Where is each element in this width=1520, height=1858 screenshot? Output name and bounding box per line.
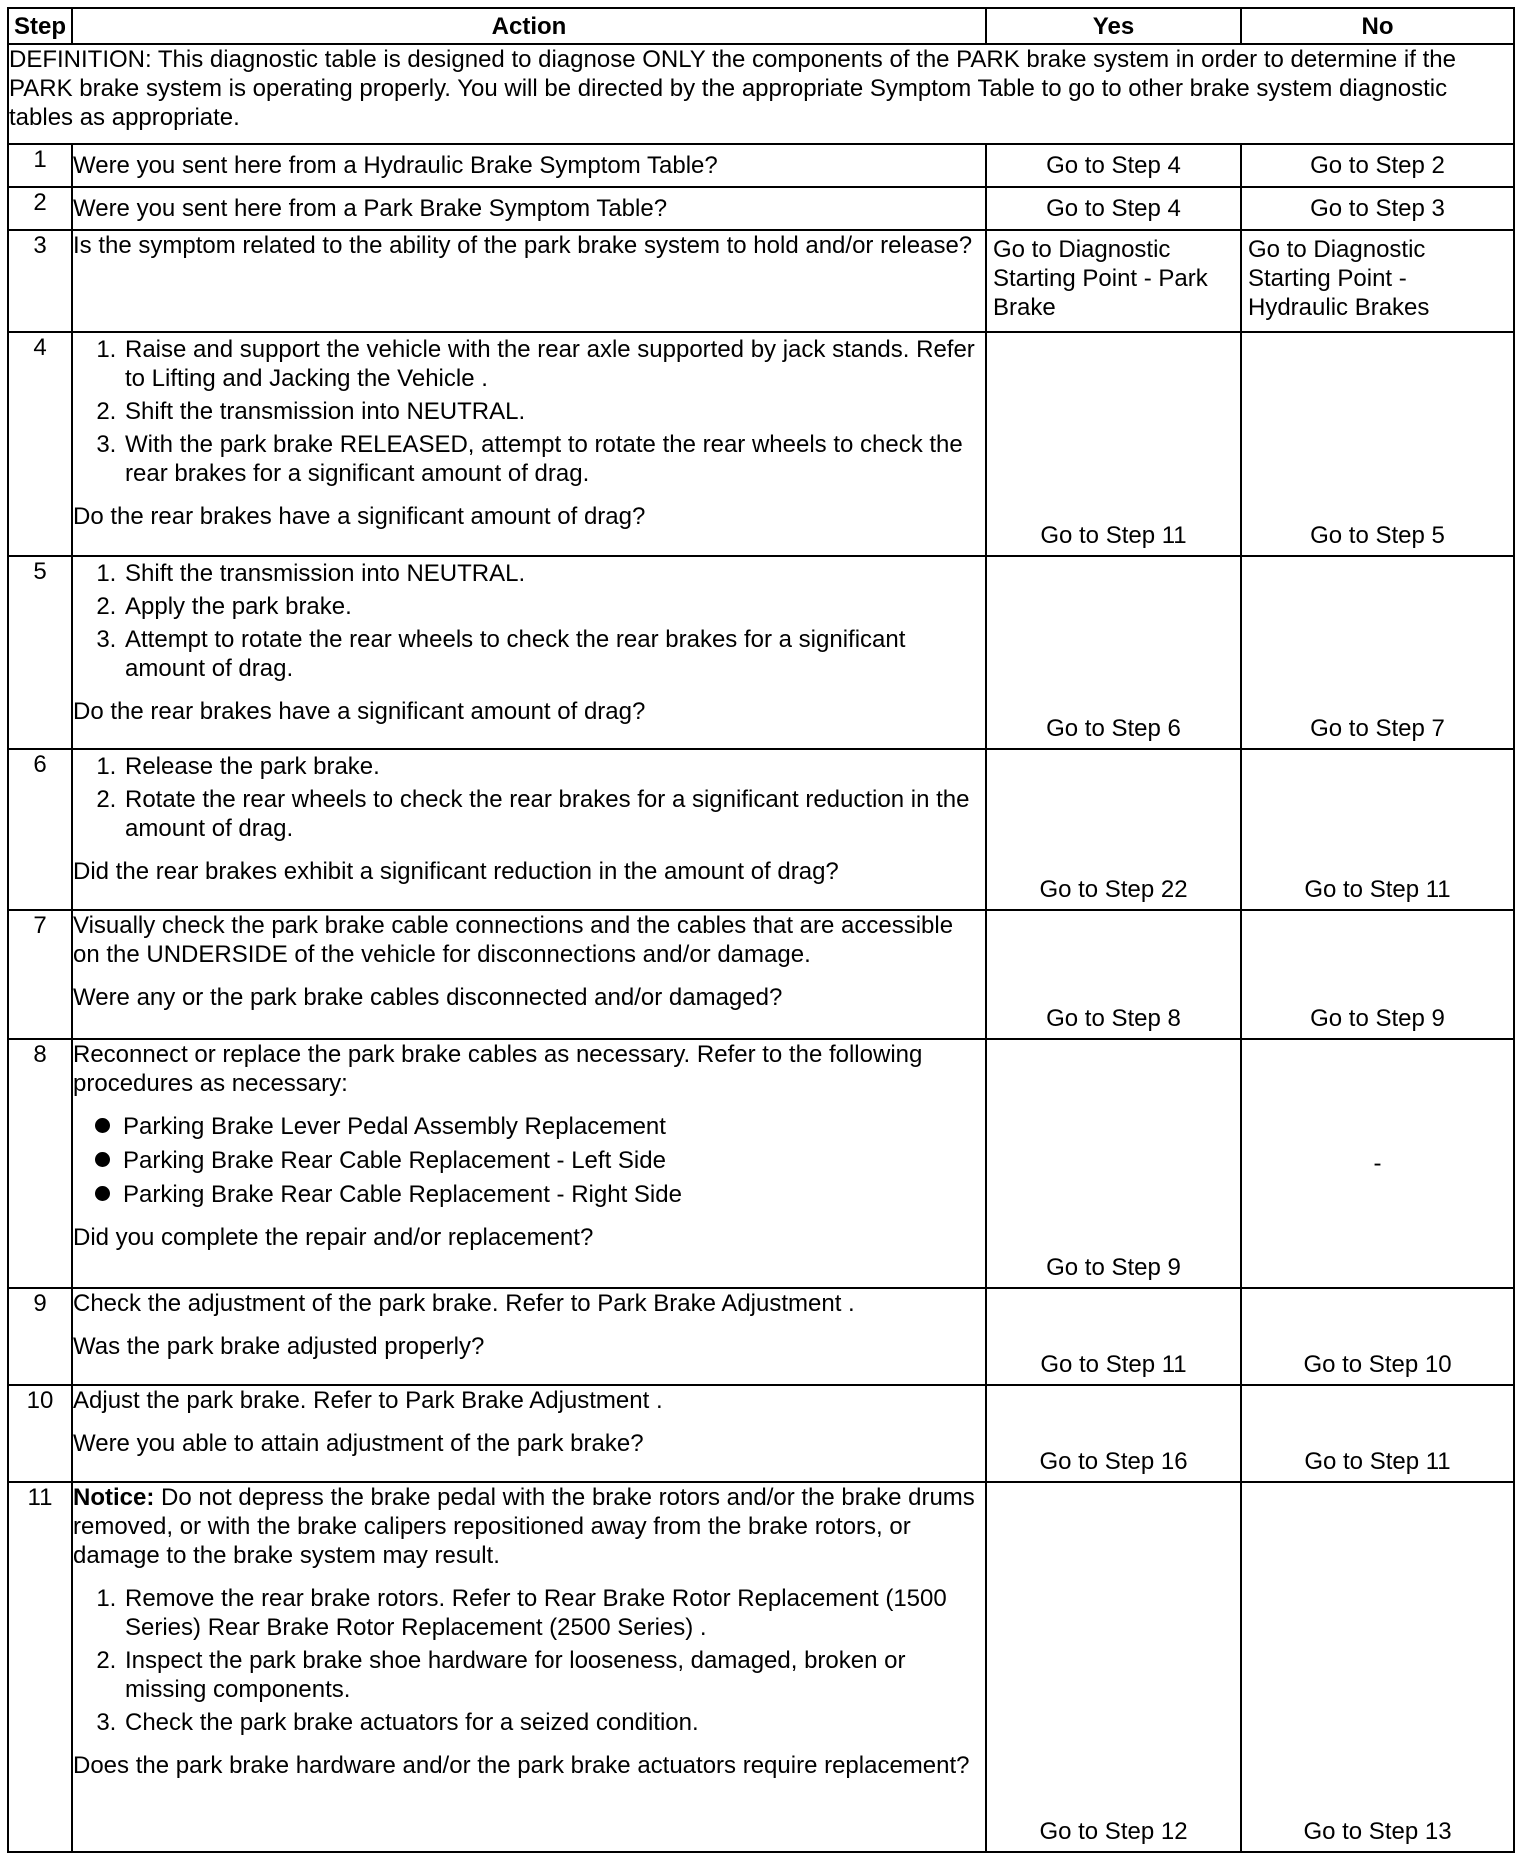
- action-question: Do the rear brakes have a significant amount of drag?: [73, 503, 646, 530]
- step-number: 2: [8, 187, 72, 230]
- no-result: Go to Step 11: [1241, 749, 1514, 910]
- table-row: [8, 187, 1514, 230]
- action-question: Does the park brake hardware and/or the park brake actuators require replacement?: [73, 1752, 970, 1779]
- procedure-item: 1. Raise and support the vehicle with the rear axle supported by jack stands. Refer to Lifting and Jacking the Vehicle .: [123, 335, 985, 393]
- step-number: 4: [8, 332, 72, 556]
- action-question: Were you able to attain adjustment of the park brake?: [73, 1430, 644, 1457]
- action-question: Were any or the park brake cables disconnected and/or damaged?: [73, 984, 783, 1011]
- yes-result: Go to Step 4: [986, 144, 1241, 187]
- no-result: Go to Step 13: [1241, 1482, 1514, 1852]
- step-number: 1: [8, 144, 72, 187]
- step-number: 9: [8, 1288, 72, 1385]
- definition-row: [8, 44, 1514, 144]
- bullet-text: Parking Brake Rear Cable Replacement - Right Side: [123, 1181, 682, 1208]
- action-cell: [72, 1039, 986, 1288]
- step-number: 8: [8, 1039, 72, 1288]
- yes-result: Go to Step 12: [986, 1482, 1241, 1852]
- action-text: Visually check the park brake cable connections and the cables that are accessible on the UNDERSIDE of the vehicle for disconnections and/or damage.: [73, 912, 954, 968]
- bullet-text: Parking Brake Rear Cable Replacement - Left Side: [123, 1147, 666, 1174]
- table-row: [8, 1288, 1514, 1385]
- procedure-list: [73, 335, 985, 488]
- step-number: 3: [8, 230, 72, 332]
- action-question: Was the park brake adjusted properly?: [73, 1333, 485, 1360]
- action-cell: [72, 1385, 986, 1482]
- table-row: [8, 1039, 1514, 1288]
- step-number: 7: [8, 910, 72, 1039]
- no-result: Go to Diagnostic Starting Point - Hydraulic Brakes: [1241, 230, 1514, 332]
- action-cell: [72, 332, 986, 556]
- yes-result: Go to Step 11: [986, 1288, 1241, 1385]
- header-row: [8, 8, 1514, 44]
- yes-result: Go to Step 22: [986, 749, 1241, 910]
- bullet-item: [123, 1180, 985, 1209]
- procedure-item: 3. Attempt to rotate the rear wheels to check the rear brakes for a significant amount of drag.: [123, 625, 985, 683]
- header-yes: Yes: [986, 8, 1241, 44]
- procedure-item: 2. Rotate the rear wheels to check the rear brakes for a significant reduction in the amount of drag.: [123, 785, 985, 843]
- action-question: Do the rear brakes have a significant amount of drag?: [73, 698, 646, 725]
- action-question: Were you sent here from a Hydraulic Brake Symptom Table?: [72, 144, 986, 187]
- yes-result: Go to Step 16: [986, 1385, 1241, 1482]
- table-row: [8, 1385, 1514, 1482]
- procedure-item: 2. Apply the park brake.: [123, 592, 985, 621]
- table-row: [8, 749, 1514, 910]
- yes-result: Go to Step 11: [986, 332, 1241, 556]
- no-result: Go to Step 3: [1241, 187, 1514, 230]
- notice-label: Notice:: [73, 1484, 155, 1511]
- no-result: Go to Step 5: [1241, 332, 1514, 556]
- procedure-item: 1. Remove the rear brake rotors. Refer to Rear Brake Rotor Replacement (1500 Series) Rear Brake Rotor Replacement (2500 Series) .: [123, 1584, 985, 1642]
- table-row: [8, 910, 1514, 1039]
- bullet-icon: [95, 1186, 110, 1201]
- action-text: Check the adjustment of the park brake. Refer to Park Brake Adjustment .: [73, 1290, 855, 1317]
- header-no: No: [1241, 8, 1514, 44]
- no-result: Go to Step 10: [1241, 1288, 1514, 1385]
- action-question: Were you sent here from a Park Brake Symptom Table?: [72, 187, 986, 230]
- action-text: Reconnect or replace the park brake cables as necessary. Refer to the following procedures as necessary:: [73, 1041, 923, 1097]
- bullet-text: Parking Brake Lever Pedal Assembly Replacement: [123, 1113, 666, 1140]
- yes-result: Go to Diagnostic Starting Point - Park Brake: [986, 230, 1241, 332]
- yes-result: Go to Step 4: [986, 187, 1241, 230]
- no-result: Go to Step 2: [1241, 144, 1514, 187]
- step-number: 6: [8, 749, 72, 910]
- yes-result: Go to Step 9: [986, 1039, 1241, 1288]
- definition-text: DEFINITION: This diagnostic table is designed to diagnose ONLY the components of the PARK brake system in order to determine if the PARK brake system is operating properly. You will be directed by the appropriate Symptom Table to go to other brake system diagnostic tables as appropriate.: [8, 44, 1514, 144]
- action-cell: [72, 1288, 986, 1385]
- action-question: Did the rear brakes exhibit a significant reduction in the amount of drag?: [73, 858, 839, 885]
- step-number: 5: [8, 556, 72, 749]
- procedure-item: 1. Shift the transmission into NEUTRAL.: [123, 559, 985, 588]
- procedure-list: [73, 752, 985, 843]
- procedure-item: 2. Shift the transmission into NEUTRAL.: [123, 397, 985, 426]
- procedure-item: 3. With the park brake RELEASED, attempt to rotate the rear wheels to check the rear brakes for a significant amount of drag.: [123, 430, 985, 488]
- procedure-list: [73, 1584, 985, 1737]
- bullet-item: [123, 1146, 985, 1175]
- step-number: 10: [8, 1385, 72, 1482]
- no-result: -: [1241, 1039, 1514, 1288]
- action-question: Did you complete the repair and/or replacement?: [73, 1224, 594, 1251]
- bullet-icon: [95, 1118, 110, 1133]
- notice-text: Do not depress the brake pedal with the brake rotors and/or the brake drums removed, or with the brake calipers repositioned away from the brake rotors, or damage to the brake system may result.: [73, 1484, 975, 1569]
- header-action: Action: [72, 8, 986, 44]
- table-row: [8, 332, 1514, 556]
- bullet-icon: [95, 1152, 110, 1167]
- step-number: 11: [8, 1482, 72, 1852]
- action-question: Is the symptom related to the ability of the park brake system to hold and/or release?: [72, 230, 986, 332]
- procedure-item: 3. Check the park brake actuators for a seized condition.: [123, 1708, 985, 1737]
- no-result: Go to Step 11: [1241, 1385, 1514, 1482]
- notice-paragraph: [73, 1483, 985, 1570]
- no-result: Go to Step 7: [1241, 556, 1514, 749]
- action-text: Adjust the park brake. Refer to Park Brake Adjustment .: [73, 1387, 663, 1414]
- procedure-item: 2. Inspect the park brake shoe hardware for looseness, damaged, broken or missing components.: [123, 1646, 985, 1704]
- no-result: Go to Step 9: [1241, 910, 1514, 1039]
- table-row: [8, 230, 1514, 332]
- table-row: [8, 144, 1514, 187]
- procedure-item: 1. Release the park brake.: [123, 752, 985, 781]
- table-row: [8, 1482, 1514, 1852]
- table-row: [8, 556, 1514, 749]
- diagnostic-table: [7, 7, 1515, 1853]
- bullet-item: [123, 1112, 985, 1141]
- action-cell: [72, 1482, 986, 1852]
- action-cell: [72, 910, 986, 1039]
- yes-result: Go to Step 6: [986, 556, 1241, 749]
- action-cell: [72, 749, 986, 910]
- action-cell: [72, 556, 986, 749]
- header-step: Step: [8, 8, 72, 44]
- procedure-bullet-list: [73, 1112, 985, 1209]
- procedure-list: [73, 559, 985, 683]
- yes-result: Go to Step 8: [986, 910, 1241, 1039]
